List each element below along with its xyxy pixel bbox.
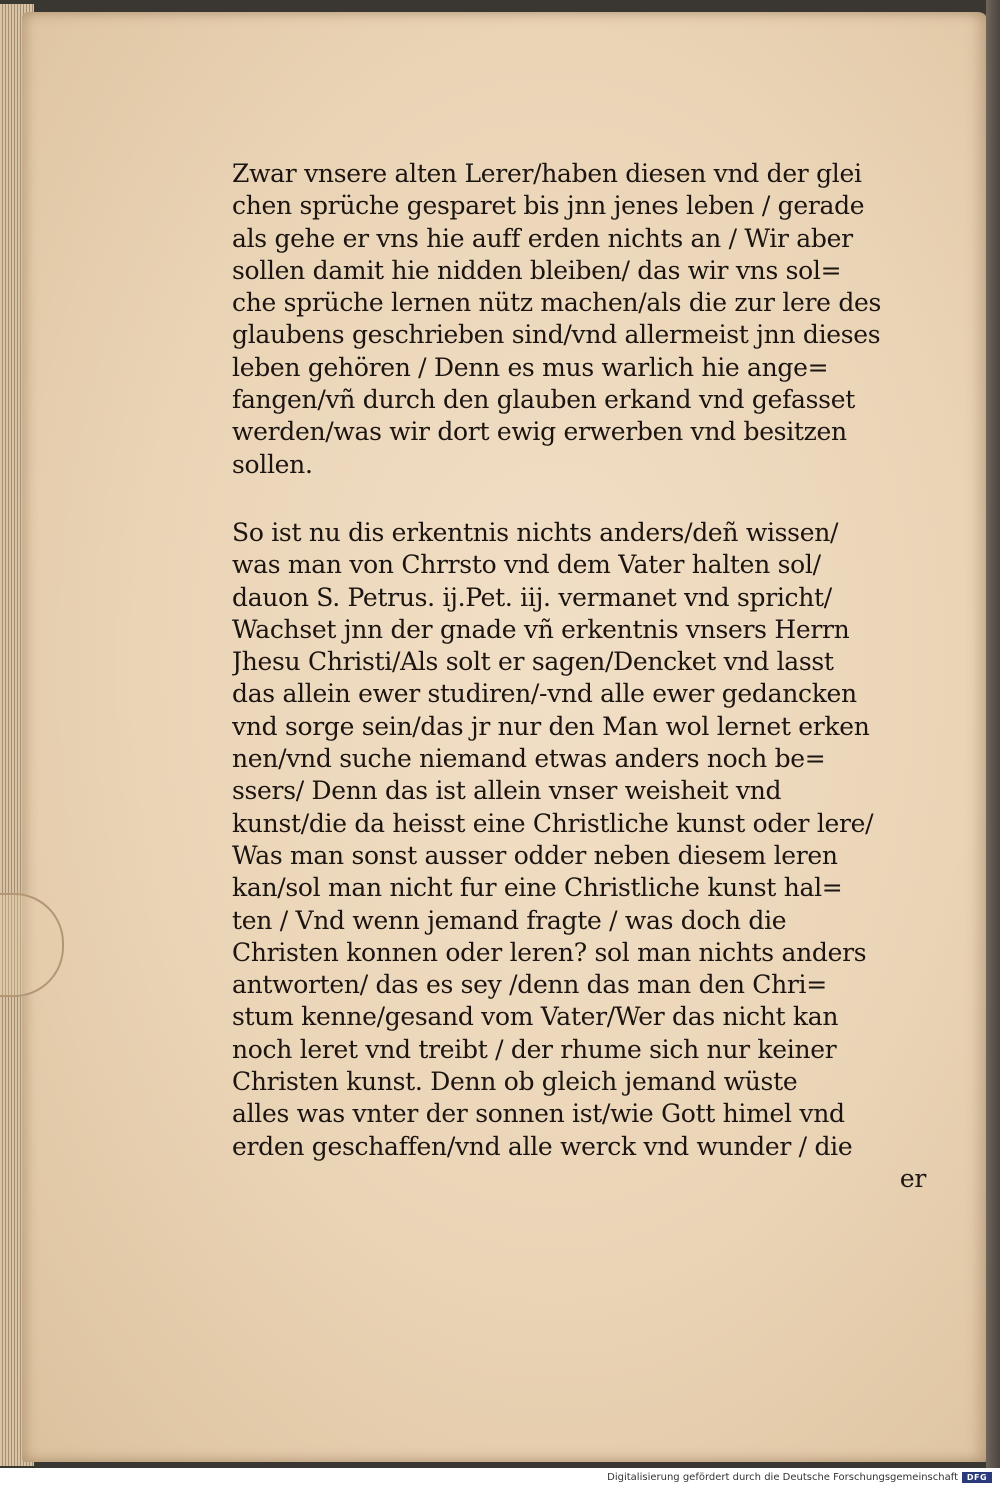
- text-line: stum kenne/gesand vom Vater/Wer das nicht kan: [232, 1002, 839, 1032]
- text-line: kan/sol man nicht fur eine Christliche kunst hal=: [232, 873, 843, 903]
- text-line: Was man sonst ausser odder neben diesem leren: [232, 840, 838, 870]
- text-line: Christen konnen oder leren? sol man nichts anders: [232, 937, 867, 967]
- text-line: dauon S. Petrus. ij.Pet. iij. vermanet vnd spricht/: [232, 582, 832, 612]
- dfg-logo-icon: DFG: [962, 1472, 992, 1483]
- catchword: er: [899, 1163, 926, 1193]
- text-line: alles was vnter der sonnen ist/wie Gott himel vnd: [232, 1099, 845, 1129]
- scanner-edge: [986, 0, 1000, 1468]
- paragraph-1: [232, 158, 932, 481]
- text-line: erden geschaffen/vnd alle werck vnd wunder / die: [232, 1131, 853, 1161]
- text-line: Zwar vnsere alten Lerer/haben diesen vnd der glei: [232, 159, 862, 188]
- text-line: antworten/ das es sey /denn das man den Chri=: [232, 970, 827, 1000]
- text-line: fangen/vñ durch den glauben erkand vnd gefasset: [232, 385, 855, 415]
- paragraph-2: [232, 517, 932, 1163]
- text-line: Jhesu Christi/Als solt er sagen/Dencket vnd lasst: [232, 647, 834, 677]
- text-line: chen sprüche gesparet bis jnn jenes leben / gerade: [232, 191, 865, 221]
- text-line: che sprüche lernen nütz machen/als die zur lere des: [232, 288, 882, 318]
- text-line: nen/vnd suche niemand etwas anders noch be=: [232, 744, 826, 774]
- text-line: sollen damit hie nidden bleiben/ das wir vns sol=: [232, 255, 842, 285]
- text-line: ten / Vnd wenn jemand fragte / was doch die: [232, 905, 787, 935]
- funding-credit: Digitalisierung gefördert durch die Deutsche Forschungsgemeinschaft: [607, 1472, 958, 1483]
- text-line: als gehe er vns hie auff erden nichts an / Wir aber: [232, 223, 853, 253]
- text-line: noch leret vnd treibt / der rhume sich nur keiner: [232, 1034, 837, 1064]
- text-line: sollen.: [232, 449, 313, 479]
- text-line: ssers/ Denn das ist allein vnser weisheit vnd: [232, 776, 782, 806]
- text-line: Wachset jnn der gnade vñ erkentnis vnsers Herrn: [232, 614, 850, 644]
- text-line: Christen kunst. Denn ob gleich jemand wüste: [232, 1067, 798, 1097]
- text-line: So ist nu dis erkentnis nichts anders/deñ wissen/: [232, 517, 839, 547]
- footer-bar: [0, 1468, 1000, 1487]
- text-line: kunst/die da heisst eine Christliche kunst oder lere/: [232, 808, 874, 838]
- text-line: was man von Chrrsto vnd dem Vater halten sol/: [232, 550, 821, 580]
- page-text: [232, 158, 932, 1195]
- text-line: vnd sorge sein/das jr nur den Man wol lernet erken: [232, 711, 870, 741]
- text-line: werden/was wir dort ewig erwerben vnd besitzen: [232, 417, 847, 447]
- text-line: das allein ewer studiren/-vnd alle ewer gedancken: [232, 679, 857, 709]
- text-line: leben gehören / Denn es mus warlich hie ange=: [232, 352, 829, 382]
- text-line: glaubens geschrieben sind/vnd allermeist jnn dieses: [232, 320, 881, 350]
